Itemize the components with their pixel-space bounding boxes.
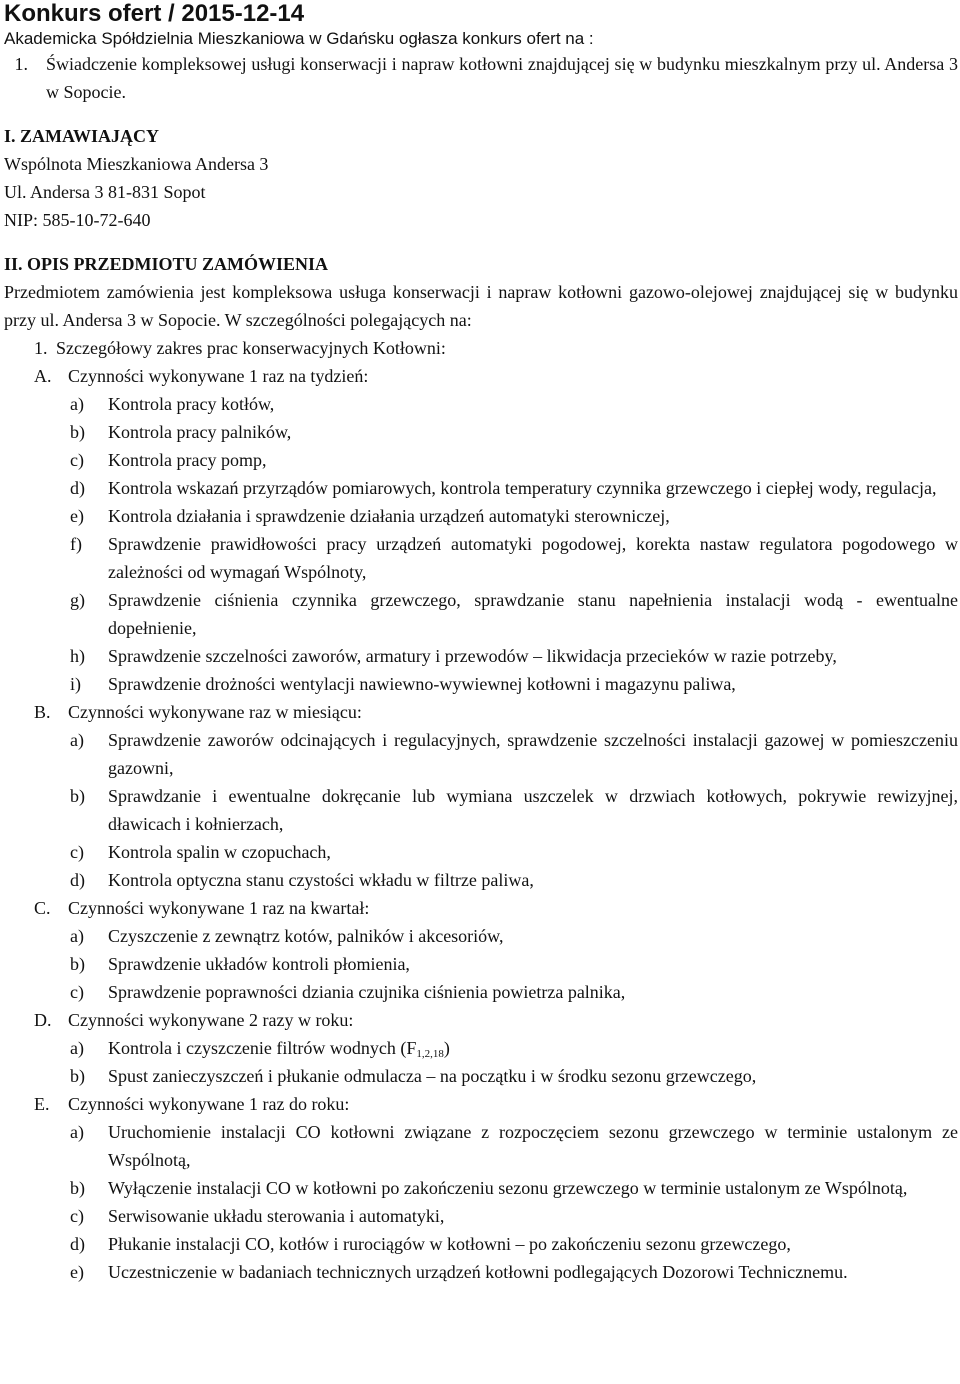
section-orderer — [4, 122, 958, 234]
task-item-text: Sprawdzenie prawidłowości pracy urządzeń automatyki pogodowej, korekta nastaw regulatora pogodowego w zależności od wymagań Wspólnoty, — [108, 534, 958, 582]
task-group-title: Czynności wykonywane raz w miesiącu: — [68, 702, 362, 722]
task-item-letter: a) — [70, 394, 84, 414]
section-description — [4, 250, 958, 1286]
task-item — [4, 782, 958, 838]
task-item — [4, 950, 958, 978]
task-item-letter: b) — [70, 1066, 85, 1086]
task-item-text-after: ) — [443, 1038, 450, 1058]
task-item — [4, 1062, 958, 1090]
task-item-text: Sprawdzanie i ewentualne dokręcanie lub wymiana uszczelek w drzwiach kotłowych, pokrywie rewizyjnej, dławicach i kołnierzach, — [108, 786, 958, 834]
task-item — [4, 922, 958, 950]
task-item — [4, 1118, 958, 1174]
task-group-heading — [4, 698, 958, 726]
task-item-text: Sprawdzenie układów kontroli płomienia, — [108, 954, 410, 974]
task-item-letter: h) — [70, 646, 85, 666]
announcement-subtitle: Akademicka Spółdzielnia Mieszkaniowa w Gdańsku ogłasza konkurs ofert na : — [4, 29, 594, 48]
task-group-letter: B. — [34, 702, 51, 722]
task-item-text: Kontrola optyczna stanu czystości wkładu w filtrze paliwa, — [108, 870, 534, 890]
task-item-letter: a) — [70, 1038, 84, 1058]
task-item — [4, 1174, 958, 1202]
task-item — [4, 474, 958, 502]
task-item-text: Spust zanieczyszczeń i płukanie odmulacza – na początku i w środku sezonu grzewczego, — [108, 1066, 757, 1086]
section-orderer-heading: I. ZAMAWIAJĄCY — [4, 126, 160, 146]
task-item-text: Sprawdzenie szczelności zaworów, armatury i przewodów – likwidacja przecieków w razie potrzeby, — [108, 646, 837, 666]
intro-item-number: 1. — [14, 54, 28, 74]
task-item-letter: c) — [70, 842, 84, 862]
task-item-text: Czyszczenie z zewnątrz kotów, palników i akcesoriów, — [108, 926, 504, 946]
task-item — [4, 502, 958, 530]
task-item-letter: a) — [70, 730, 84, 750]
task-group-heading — [4, 362, 958, 390]
task-item-text: Płukanie instalacji CO, kotłów i rurociągów w kotłowni – po zakończeniu sezonu grzewczego, — [108, 1234, 791, 1254]
task-item-text: Sprawdzenie drożności wentylacji nawiewno-wywiewnej kotłowni i magazynu paliwa, — [108, 674, 736, 694]
task-item — [4, 978, 958, 1006]
task-item-letter: e) — [70, 1262, 84, 1282]
orderer-address: Ul. Andersa 3 81-831 Sopot — [4, 182, 206, 202]
task-item-text: Kontrola spalin w czopuchach, — [108, 842, 331, 862]
task-item-subscript: 1,2,18 — [416, 1048, 444, 1060]
scope-point-text: Szczegółowy zakres prac konserwacyjnych Kotłowni: — [56, 338, 446, 358]
task-item-letter: d) — [70, 478, 85, 498]
task-item-letter: b) — [70, 786, 85, 806]
task-group-heading — [4, 1090, 958, 1118]
task-item-letter: d) — [70, 870, 85, 890]
section-description-heading: II. OPIS PRZEDMIOTU ZAMÓWIENIA — [4, 254, 329, 274]
task-item — [4, 418, 958, 446]
task-item-letter: a) — [70, 1122, 84, 1142]
task-item-text: Kontrola pracy pomp, — [108, 450, 267, 470]
task-item — [4, 390, 958, 418]
task-item-text-main: Kontrola i czyszczenie filtrów wodnych (F — [108, 1038, 417, 1058]
task-item — [4, 1034, 958, 1062]
task-item — [4, 1258, 958, 1286]
task-group-title: Czynności wykonywane 1 raz na tydzień: — [68, 366, 369, 386]
task-group-title: Czynności wykonywane 1 raz na kwartał: — [68, 898, 370, 918]
task-item-text: Kontrola wskazań przyrządów pomiarowych, kontrola temperatury czynnika grzewczego i ciepłej wody, regulacja, — [108, 478, 937, 498]
task-item — [4, 642, 958, 670]
task-group-heading — [4, 894, 958, 922]
task-group-letter: D. — [34, 1010, 52, 1030]
orderer-name: Wspólnota Mieszkaniowa Andersa 3 — [4, 154, 269, 174]
task-item-text — [108, 1034, 958, 1062]
task-group-heading — [4, 1006, 958, 1034]
task-item-letter: d) — [70, 1234, 85, 1254]
task-item — [4, 838, 958, 866]
task-item-text: Uruchomienie instalacji CO kotłowni związane z rozpoczęciem sezonu grzewczego w terminie ustalonym ze Wspólnotą, — [108, 1122, 958, 1170]
page-title: Konkurs ofert / 2015-12-14 — [4, 0, 305, 27]
task-item-letter: b) — [70, 422, 85, 442]
task-item — [4, 866, 958, 894]
scope-point — [4, 334, 958, 362]
task-item — [4, 670, 958, 698]
orderer-nip: NIP: 585-10-72-640 — [4, 210, 151, 230]
task-item-letter: a) — [70, 926, 84, 946]
intro-item-text: Świadczenie kompleksowej usługi konserwacji i napraw kotłowni znajdującej się w budynku mieszkalnym przy ul. Andersa 3 w Sopocie. — [46, 54, 958, 102]
task-item-letter: c) — [70, 450, 84, 470]
task-item-letter: f) — [70, 534, 82, 554]
task-item — [4, 1202, 958, 1230]
task-item-text: Sprawdzenie zaworów odcinających i regulacyjnych, sprawdzenie szczelności instalacji gazowej w pomieszczeniu gazowni, — [108, 730, 958, 778]
task-item — [4, 1230, 958, 1258]
task-group-letter: C. — [34, 898, 51, 918]
task-item-text: Uczestniczenie w badaniach technicznych urządzeń kotłowni podlegających Dozorowi Technicznemu. — [108, 1262, 848, 1282]
task-item-letter: e) — [70, 506, 84, 526]
task-item-letter: b) — [70, 954, 85, 974]
task-item — [4, 726, 958, 782]
task-item-letter: g) — [70, 590, 85, 610]
task-item-text: Kontrola pracy palników, — [108, 422, 292, 442]
task-groups — [4, 362, 958, 1286]
task-item — [4, 586, 958, 642]
task-item — [4, 530, 958, 586]
task-item-text: Wyłączenie instalacji CO w kotłowni po zakończeniu sezonu grzewczego w terminie ustalonym ze Wspólnotą, — [108, 1178, 908, 1198]
task-item-letter: i) — [70, 674, 81, 694]
task-item-letter: c) — [70, 982, 84, 1002]
scope-point-number: 1. — [34, 338, 48, 358]
task-item-text: Serwisowanie układu sterowania i automatyki, — [108, 1206, 445, 1226]
task-group-title: Czynności wykonywane 2 razy w roku: — [68, 1010, 354, 1030]
task-item-text: Sprawdzenie poprawności dziania czujnika ciśnienia powietrza palnika, — [108, 982, 626, 1002]
task-item-letter: c) — [70, 1206, 84, 1226]
task-item-text: Sprawdzenie ciśnienia czynnika grzewczego, sprawdzanie stanu napełnienia instalacji wodą - ewentualne dopełnienie, — [108, 590, 958, 638]
task-item — [4, 446, 958, 474]
task-group-letter: E. — [34, 1094, 50, 1114]
task-item-text: Kontrola działania i sprawdzenie działania urządzeń automatyki sterowniczej, — [108, 506, 670, 526]
task-item-letter: b) — [70, 1178, 85, 1198]
description-paragraph: Przedmiotem zamówienia jest kompleksowa usługa konserwacji i napraw kotłowni gazowo-olejowej znajdującej się w budynku przy ul. Andersa 3 w Sopocie. W szczególności polegających na: — [4, 282, 958, 330]
task-item-text: Kontrola pracy kotłów, — [108, 394, 275, 414]
task-group-title: Czynności wykonywane 1 raz do roku: — [68, 1094, 350, 1114]
intro-list-item — [4, 50, 958, 106]
task-group-letter: A. — [34, 366, 52, 386]
